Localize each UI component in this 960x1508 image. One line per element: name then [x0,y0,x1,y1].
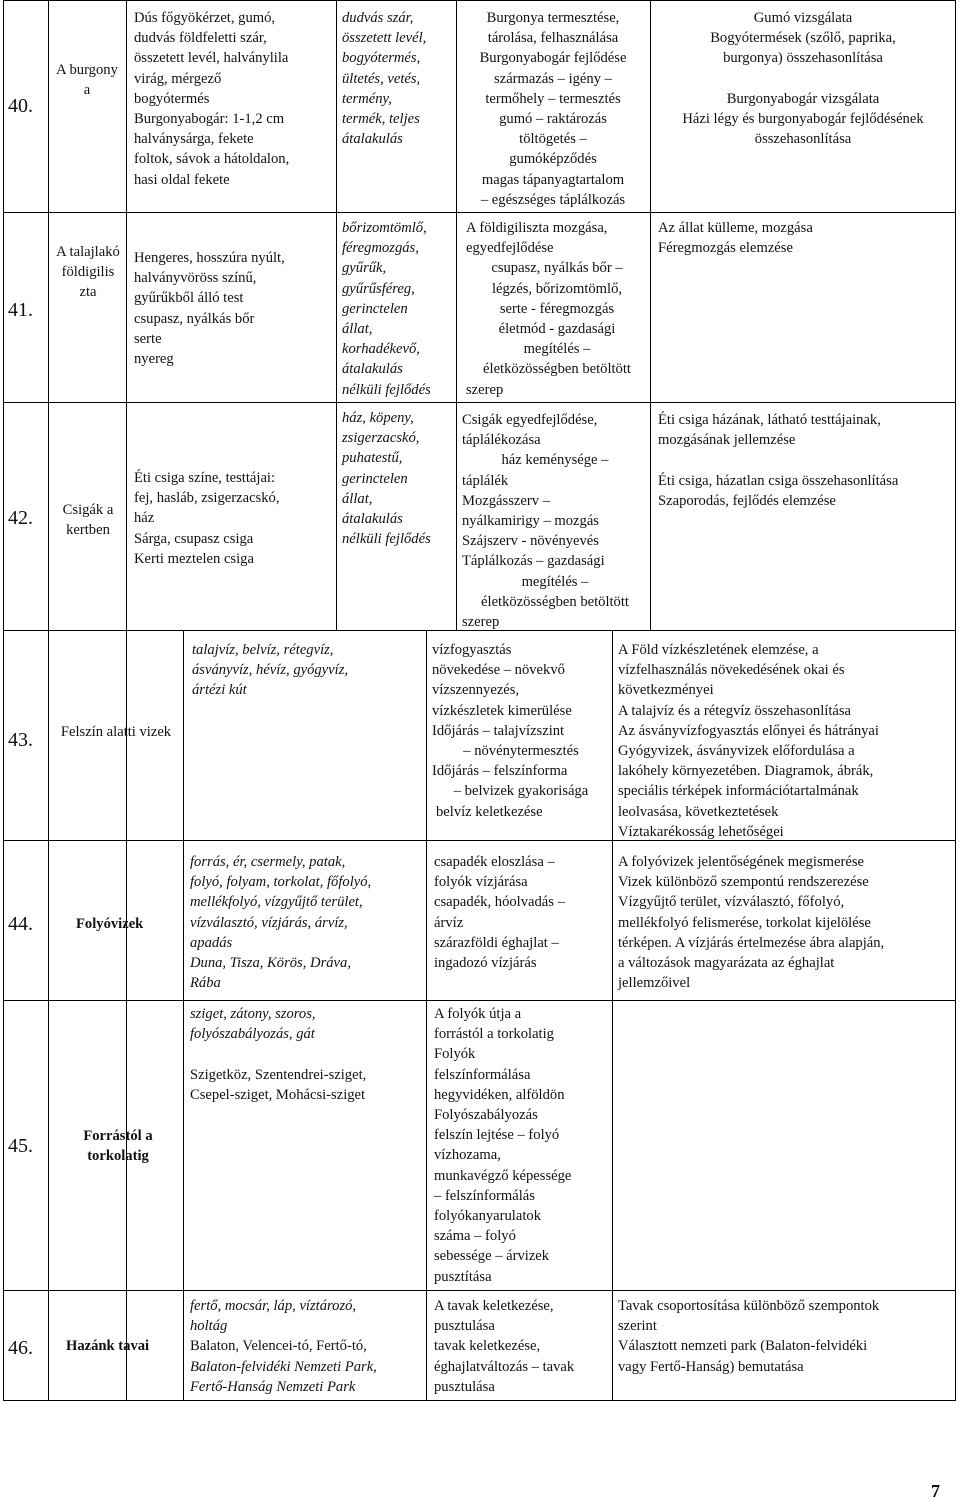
text-line: Házi légy és burgonyabogár fejlődésének [682,111,924,128]
text-line: átalakulás [342,131,403,148]
text-line: Dús főgyökérzet, gumó, [134,10,276,26]
col-relations [434,1296,610,1397]
text-line: Választott nemzeti park (Balaton-felvidéki [618,1338,868,1355]
row-divider [3,402,956,403]
text-line: A talajvíz és a rétegvíz összehasonlítása [618,702,852,719]
row-topic: A burgony a [56,62,118,99]
text-line: – belvizek gyakorisága [453,783,589,800]
text-line: fej, hasláb, zsigerzacskó, [134,490,280,507]
text-line: Kerti meztelen csiga [134,550,254,567]
text-line: pusztítása [434,1268,492,1285]
text-line: halványsárga, fekete [134,131,254,148]
text-line: sziget, zátony, szoros, [190,1006,316,1022]
col-activities [618,640,954,842]
text-line: életközösségben betöltött [481,593,629,610]
text-line: légzés, bőrizomtömlő, [491,280,623,297]
text-line: ház keménysége – [501,452,609,469]
text-line: töltögetés – [519,131,587,148]
table-border-right [955,0,956,1400]
text-line: termény, [342,90,392,107]
text-line: Mozgásszerv – [462,492,550,509]
text-line: Hengeres, hosszúra nyúlt, [134,250,285,266]
text-line: gerinctelen [342,300,408,317]
text-line: hegyvidéken, alföldön [434,1086,565,1103]
text-line: állat, [342,321,373,338]
text-line: szerep [462,614,500,631]
text-line: pusztulása [434,1318,495,1335]
col-concepts [190,1296,422,1397]
text-line: Éti csiga házának, látható testtájainak, [658,412,881,428]
text-line: Folyók [434,1046,476,1063]
text-line: mellékfolyó felismerése, torkolat kijelölése [618,914,871,931]
text-line: Az állat külleme, mozgása [658,220,813,236]
col-concepts [192,640,422,701]
col-concepts [190,852,422,993]
text-line: pusztulása [434,1378,495,1395]
text-line: Rába [190,975,221,992]
text-line: állat, [342,490,373,507]
text-line: A Föld vízkészletének elemzése, a [618,642,819,658]
text-line: éghajlatváltozás – tavak [434,1358,575,1375]
text-line: belvíz keletkezése [436,803,543,820]
text-line: csupasz, nyálkás bőr – [491,260,623,277]
column-divider [48,0,49,1400]
row-topic: Forrástól a torkolatig [83,1128,153,1165]
text-line: magas tápanyagtartalom [481,171,625,188]
text-line: csapadék eloszlása – [434,854,555,870]
col-concepts [190,1004,422,1105]
col-concepts [342,218,454,400]
text-line: Burgonyabogár vizsgálata [726,90,880,107]
text-line: megítélés – [521,573,589,590]
row-topic: Hazánk tavai [66,1338,150,1354]
text-line: A folyóvizek jelentőségének megismerése [618,854,864,870]
col-content [134,8,332,190]
text-line: mozgásának jellemzése [658,432,796,449]
text-line: átalakulás [342,361,403,378]
text-line: Csepel-sziget, Mohácsi-sziget [190,1086,366,1103]
text-line: ültetés, vetés, [342,70,421,87]
col-relations [432,640,610,822]
text-line: nyálkamirigy – mozgás [462,513,599,530]
text-line: Tavak csoportosítása különböző szempontok [618,1298,880,1314]
text-line: A folyók útja a [434,1006,522,1022]
text-line: munkavégző képessége [434,1167,572,1184]
text-line: leolvasása, következtetések [618,803,779,820]
row-divider [3,1000,956,1001]
text-line: életközösségben betöltött [483,361,631,378]
row-topic: A talajlakó földigilis zta [56,244,120,301]
col-activities [618,1296,954,1377]
text-line: felszínformálása [434,1066,531,1083]
text-line: tárolása, felhasználása [487,30,619,47]
text-line: Éti csiga, házatlan csiga összehasonlítása [658,472,899,489]
text-line: gyűrűk, [342,260,387,277]
text-line: gumó – raktározás [499,111,607,128]
text-line [190,1044,422,1064]
text-line: ház, köpeny, [342,410,414,426]
text-line: lakóhely környezetében. Diagramok, ábrák, [618,763,874,780]
text-line: serte - féregmozgás [499,300,615,317]
text-line: nélküli fejlődés [342,531,431,548]
text-line: – növénytermesztés [463,743,579,760]
text-line: megítélés – [523,341,591,358]
column-divider [650,0,651,630]
column-divider [426,630,427,1400]
text-line: folyókanyarulatok [434,1208,541,1225]
column-divider [183,630,184,1400]
col-concepts [342,408,454,549]
text-line: felszín lejtése – folyó [434,1127,560,1144]
text-line: termőhely – termesztés [485,90,621,107]
text-line: Az ásványvízfogyasztás előnyei és hátrányai [618,722,879,739]
text-line: táplálék [462,472,509,489]
text-line: vízfelhasználás növekedésének okai és [618,662,845,679]
text-line: bogyótermés, [342,50,421,67]
text-line: vízhozama, [434,1147,501,1164]
text-line [652,69,954,89]
text-line: hasi oldal fekete [134,171,230,188]
text-line: szerint [618,1318,657,1335]
text-line: serte [134,330,162,347]
text-line: puhatestű, [342,450,403,467]
col-concepts [342,8,452,149]
col-relations [462,410,648,632]
text-line: – felszínformálás [434,1187,535,1204]
text-line: forrás, ér, csermely, patak, [190,854,346,870]
col-activities [618,852,954,993]
text-line: Időjárás – felszínforma [432,763,568,780]
col-content [134,248,332,369]
text-line: holtág [190,1318,228,1335]
table-border-bottom [3,1400,956,1401]
text-line: következményei [618,682,714,699]
text-line: foltok, sávok a hátoldalon, [134,151,290,168]
text-line: átalakulás [342,511,403,528]
text-line: dudvás szár, [342,10,414,26]
text-line: összetett levél, [342,30,427,47]
text-line: Folyószabályozás [434,1107,538,1124]
text-line: Féregmozgás elemzése [658,240,793,257]
text-line: Burgonya termesztése, [486,10,620,26]
col-relations [458,8,648,210]
text-line: féregmozgás, [342,240,419,257]
text-line: vízkészletek kimerülése [432,702,572,719]
text-line: ártézi kút [192,682,247,699]
text-line: Gyógyvizek, ásványvizek előfordulása a [618,743,855,760]
text-line: Éti csiga színe, testtájai: [134,470,276,486]
row-topic: Folyóvizek [76,916,144,932]
text-line: térképen. A vízjárás értelmezése ábra alapján, [618,934,885,951]
text-line: Sárga, csupasz csiga [134,530,254,547]
text-line: száma – folyó [434,1228,516,1245]
text-line: származás – igény – [494,70,612,87]
col-activities [658,218,954,258]
text-line: bogyótermés [134,90,210,107]
col-relations [434,852,610,973]
text-line: folyó, folyam, torkolat, főfolyó, [190,874,372,891]
text-line: életmód - gazdasági [498,321,616,338]
text-line: gerinctelen [342,470,408,487]
text-line: Duna, Tisza, Körös, Dráva, [190,955,351,972]
column-divider [456,0,457,630]
text-line: egyedfejlődése [466,240,554,257]
row-divider [3,1290,956,1291]
text-line: folyók vízjárása [434,874,528,891]
table-border-left [3,0,4,1400]
text-line: Szájszerv - növényevés [462,533,599,550]
text-line: vízválasztó, vízjárás, árvíz, [190,914,348,931]
text-line: Időjárás – talajvízszint [432,722,565,739]
text-line: összetett levél, halványlila [134,50,289,67]
text-line: Fertő-Hanság Nemzeti Park [190,1378,356,1395]
text-line: zsigerzacskó, [342,430,420,447]
col-activities [658,410,954,511]
text-line: A tavak keletkezése, [434,1298,554,1314]
text-line: árvíz [434,914,464,931]
text-line: táplálékozása [462,432,541,449]
text-line: Balaton-felvidéki Nemzeti Park, [190,1358,377,1375]
text-line: vagy Fertő-Hanság) bemutatása [618,1358,804,1375]
text-line: Szigetköz, Szentendrei-sziget, [190,1066,367,1083]
text-line: ásványvíz, hévíz, gyógyvíz, [192,662,349,679]
text-line: ház [134,510,155,527]
text-line: nélküli fejlődés [342,381,431,398]
page-number: 7 [931,1481,940,1501]
text-line: sebessége – árvizek [434,1248,550,1265]
text-line: Táplálkozás – gazdasági [462,553,605,570]
col-relations [434,1004,610,1287]
text-line: – egészséges táplálkozás [480,191,626,208]
row-number: 43. [8,729,33,751]
column-divider [126,0,127,1400]
text-line: apadás [190,934,233,951]
text-line: Vizek különböző szempontú rendszerezése [618,874,869,891]
row-topic: Felszín alatti vizek [60,724,172,740]
row-divider [3,212,956,213]
text-line: A földigiliszta mozgása, [466,220,608,236]
row-number: 45. [8,1135,33,1157]
row-number: 46. [8,1337,33,1359]
text-line: burgonya) összehasonlítása [723,50,883,67]
text-line: Balaton, Velencei-tó, Fertő-tó, [190,1338,367,1355]
col-content [134,468,332,569]
text-line: Víztakarékosság lehetőségei [618,823,784,840]
text-line: speciális térképek információtartalmának [618,783,859,800]
text-line: vízfogyasztás [432,642,512,658]
text-line: korhadékevő, [342,341,420,358]
row-topic: Csigák a kertben [62,502,114,539]
text-line: ingadozó vízjárás [434,955,537,972]
text-line: Burgonyabogár: 1-1,2 cm [134,111,285,128]
text-line: mellékfolyó, vízgyűjtő terület, [190,894,363,911]
text-line: a változások magyarázata az éghajlat [618,955,835,972]
row-number: 42. [8,507,33,529]
text-line: forrástól a torkolatig [434,1026,554,1043]
text-line: csupasz, nyálkás bőr [134,310,255,327]
row-number: 41. [8,299,33,321]
text-line: nyereg [134,351,174,368]
text-line: gyűrűkből álló test [134,290,244,307]
text-line: bőrizomtömlő, [342,220,427,236]
text-line: Szaporodás, fejlődés elemzése [658,492,836,509]
col-relations [466,218,648,400]
column-divider [612,630,613,1400]
text-line: növekedése – növekvő [432,662,565,679]
row-number: 40. [8,95,33,117]
text-line: jellemzőivel [618,975,691,992]
text-line: összehasonlítása [754,131,852,148]
text-line: halványvöröss színű, [134,270,257,287]
text-line: fertő, mocsár, láp, víztározó, [190,1298,357,1314]
text-line: Bogyótermések (szőlő, paprika, [710,30,896,47]
text-line [658,450,954,470]
text-line: virág, mérgező [134,70,222,87]
text-line: termék, teljes [342,111,420,128]
table-border-top [3,0,956,1]
text-line: csapadék, hóolvadás – [434,894,565,911]
col-activities [652,8,954,149]
row-number: 44. [8,913,33,935]
text-line: Csigák egyedfejlődése, [462,412,598,428]
text-line: gyűrűsféreg, [342,280,415,297]
text-line: szerep [466,381,504,398]
text-line: szárazföldi éghajlat – [434,934,559,951]
text-line: talajvíz, belvíz, rétegvíz, [192,642,334,658]
text-line: vízszennyezés, [432,682,520,699]
text-line: Vízgyűjtő terület, vízválasztó, főfolyó, [618,894,845,911]
text-line: tavak keletkezése, [434,1338,541,1355]
text-line: folyószabályozás, gát [190,1026,315,1043]
text-line: dudvás földfeletti szár, [134,30,267,47]
text-line: Gumó vizsgálata [753,10,853,26]
text-line: Burgonyabogár fejlődése [479,50,627,67]
column-divider [336,0,337,630]
text-line: gumóképződés [509,151,597,168]
